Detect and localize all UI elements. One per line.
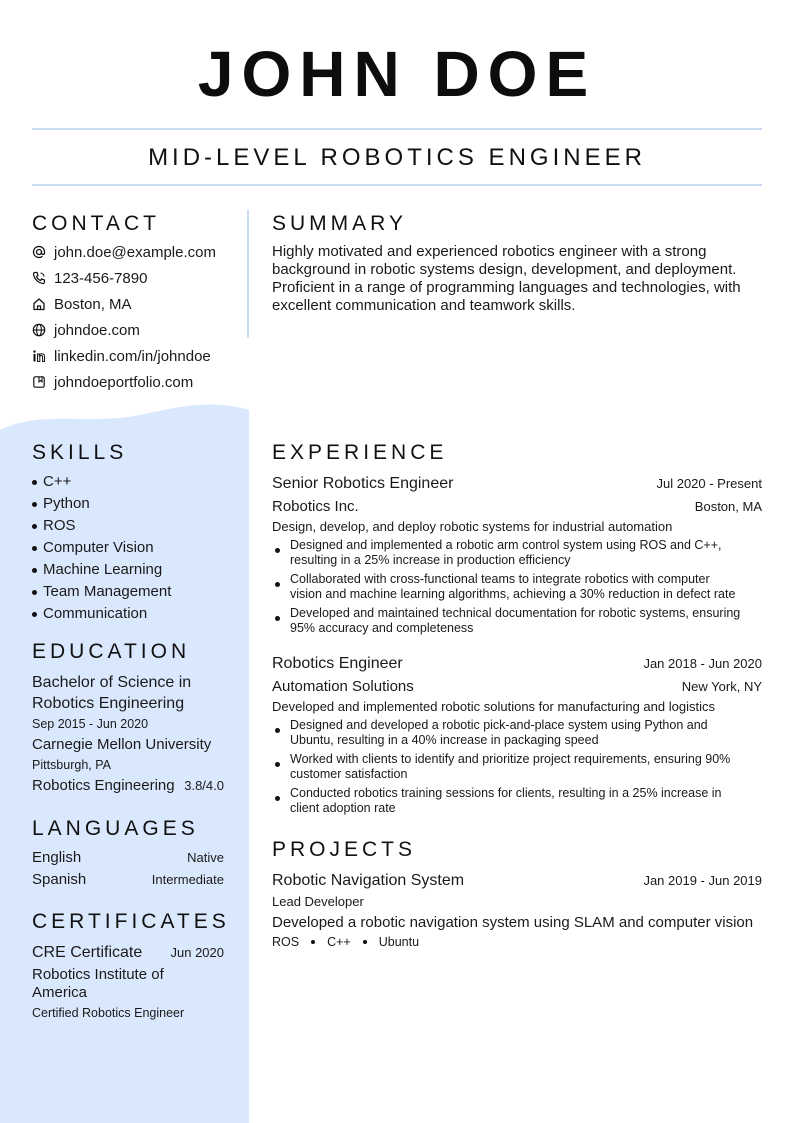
contact-linkedin[interactable]: linkedin.com/in/johndoe bbox=[32, 345, 211, 367]
skills-heading: SKILLS bbox=[32, 441, 128, 464]
language-row: Spanish Intermediate bbox=[32, 871, 224, 888]
summary-heading: SUMMARY bbox=[272, 212, 407, 235]
skill-item: Machine Learning bbox=[32, 559, 162, 581]
project-name: Robotic Navigation System bbox=[272, 872, 465, 889]
job-location: Boston, MA bbox=[694, 499, 762, 514]
project-tag: C++ bbox=[327, 935, 351, 949]
job-title-text: Robotics Engineer bbox=[272, 655, 403, 672]
job-bullet: Collaborated with cross-functional teams to integrate robotics with computer vision and machine learning algorithms, achieving a 30% reduction in defect rate bbox=[272, 572, 762, 602]
job-dates: Jan 2018 - Jun 2020 bbox=[643, 656, 762, 671]
phone-icon bbox=[32, 271, 46, 285]
education-gpa: 3.8/4.0 bbox=[184, 778, 224, 793]
job-bullet: Designed and developed a robotic pick-and-place system using Python and Ubuntu, resulting in a 40% increase in packaging speed bbox=[272, 718, 762, 748]
job-header bbox=[272, 473, 762, 494]
skill-item: Team Management bbox=[32, 581, 171, 603]
job-company: Automation Solutions bbox=[272, 678, 414, 695]
education-field: Robotics Engineering bbox=[32, 777, 175, 794]
skill-item: Computer Vision bbox=[32, 537, 154, 559]
job-bullet: Conducted robotics training sessions for clients, resulting in a 25% increase in client adoption rate bbox=[272, 786, 762, 816]
contact-location: Boston, MA bbox=[32, 293, 132, 315]
linkedin-icon bbox=[32, 349, 46, 363]
skill-item: C++ bbox=[32, 471, 71, 493]
project-header bbox=[272, 870, 762, 891]
summary-text: Highly motivated and experienced robotics engineer with a strong background in robotic systems design, development, and deployment. Proficient in a range of programming languages and technologies, with excellent communication and teamwork skills. bbox=[272, 243, 741, 314]
certificate-description: Certified Robotics Engineer bbox=[32, 1006, 185, 1020]
contact-website[interactable]: johndoe.com bbox=[32, 319, 140, 341]
education-location: Pittsburgh, PA bbox=[32, 758, 111, 772]
job-description: Developed and implemented robotic solutions for manufacturing and logistics bbox=[272, 699, 715, 714]
education-degree: Bachelor of Science in Robotics Engineering bbox=[32, 674, 192, 712]
language-row: English Native bbox=[32, 849, 224, 866]
column-divider bbox=[247, 210, 249, 338]
job-bullet: Worked with clients to identify and prioritize project requirements, ensuring 90% customer satisfaction bbox=[272, 752, 762, 782]
skill-item: Communication bbox=[32, 603, 147, 625]
experience-heading: EXPERIENCE bbox=[272, 441, 448, 464]
project-tags bbox=[272, 935, 419, 949]
project-tag: ROS bbox=[272, 935, 300, 949]
job-company-row bbox=[272, 677, 762, 697]
education-field-row bbox=[32, 776, 224, 796]
job-company: Robotics Inc. bbox=[272, 498, 359, 515]
certificates-heading: CERTIFICATES bbox=[32, 910, 230, 933]
certificate-row bbox=[32, 942, 224, 963]
job-header bbox=[272, 653, 762, 674]
job-bullet: Developed and maintained technical documentation for robotic systems, ensuring 95% accuracy and completeness bbox=[272, 606, 762, 636]
certificate-issuer: Robotics Institute of America bbox=[32, 966, 164, 1001]
project-tag: Ubuntu bbox=[378, 935, 420, 949]
at-icon bbox=[32, 245, 46, 259]
candidate-name: JOHN DOE bbox=[197, 38, 597, 110]
contact-phone[interactable]: 123-456-7890 bbox=[32, 267, 147, 289]
certificate-date: Jun 2020 bbox=[170, 945, 224, 960]
contact-portfolio[interactable]: johndoeportfolio.com bbox=[32, 371, 193, 393]
education-heading: EDUCATION bbox=[32, 640, 191, 663]
globe-icon bbox=[32, 323, 46, 337]
job-title-text: Senior Robotics Engineer bbox=[272, 475, 454, 492]
header-divider-top bbox=[32, 128, 762, 130]
skill-item: Python bbox=[32, 493, 90, 515]
project-description: Developed a robotic navigation system using SLAM and computer vision bbox=[272, 914, 754, 931]
job-location: New York, NY bbox=[681, 679, 762, 694]
header-divider-bottom bbox=[32, 184, 762, 186]
education-school: Carnegie Mellon University bbox=[32, 736, 212, 753]
contact-email[interactable]: john.doe@example.com bbox=[32, 241, 216, 263]
certificate-name: CRE Certificate bbox=[32, 944, 143, 961]
job-bullet: Designed and implemented a robotic arm control system using ROS and C++, resulting in a 25% increase in production efficiency bbox=[272, 538, 762, 568]
job-title: MID-LEVEL ROBOTICS ENGINEER bbox=[148, 144, 646, 171]
home-icon bbox=[32, 297, 46, 311]
portfolio-icon bbox=[32, 375, 46, 389]
job-description: Design, develop, and deploy robotic systems for industrial automation bbox=[272, 519, 673, 534]
project-role: Lead Developer bbox=[272, 894, 364, 909]
job-dates: Jul 2020 - Present bbox=[656, 476, 762, 491]
project-dates: Jan 2019 - Jun 2019 bbox=[643, 873, 762, 888]
contact-heading: CONTACT bbox=[32, 212, 160, 235]
skill-item: ROS bbox=[32, 515, 76, 537]
projects-heading: PROJECTS bbox=[272, 838, 417, 861]
job-company-row bbox=[272, 497, 762, 517]
education-dates: Sep 2015 - Jun 2020 bbox=[32, 717, 149, 731]
languages-heading: LANGUAGES bbox=[32, 817, 199, 840]
